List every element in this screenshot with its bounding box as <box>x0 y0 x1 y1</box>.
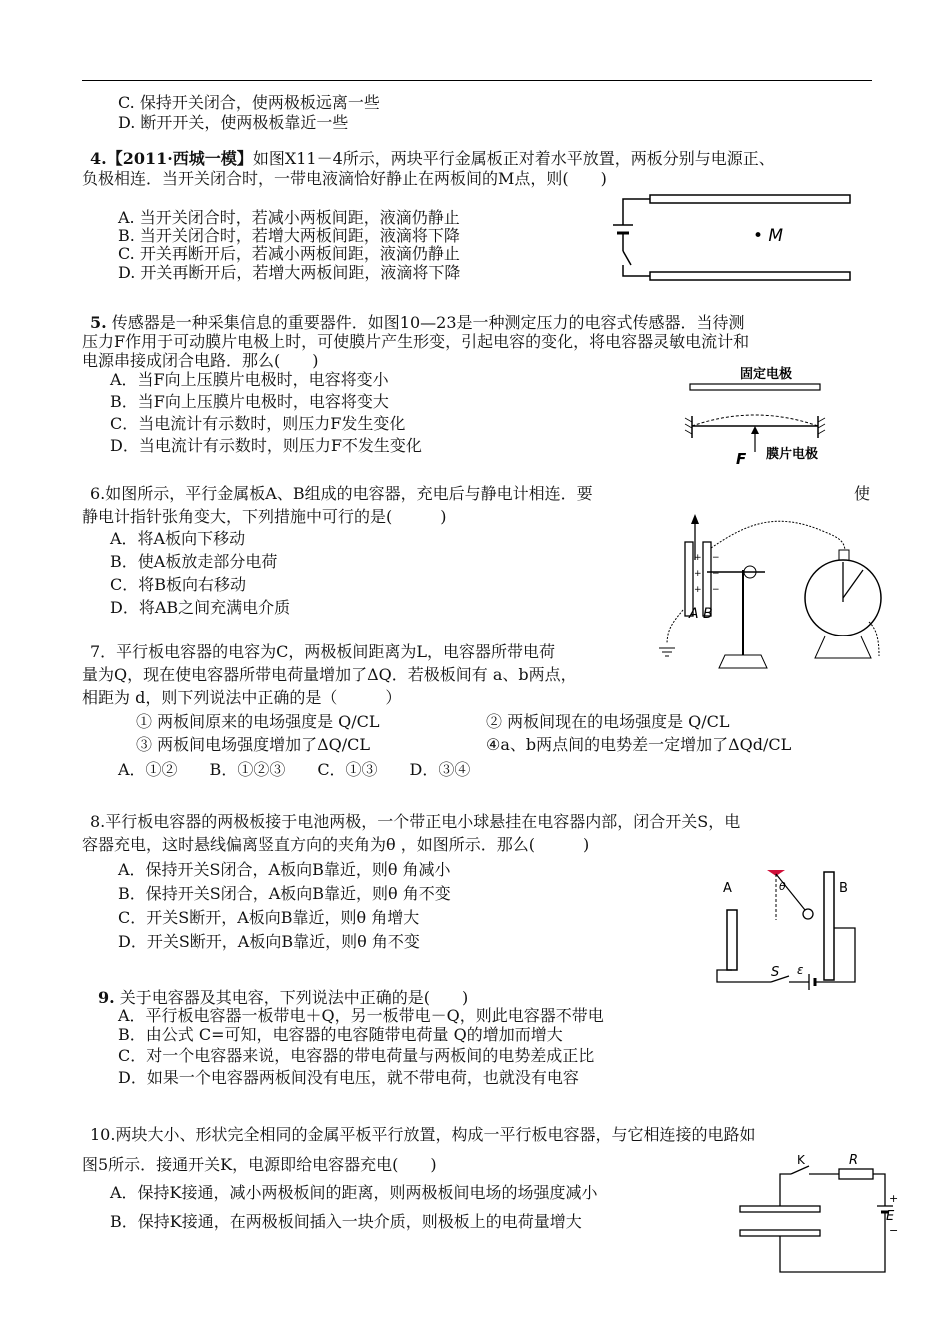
q9-number: 9. <box>98 988 115 1007</box>
q4-stem-line2: 负极相连．当开关闭合时，一带电液滴恰好静止在两板间的M点，则( ) <box>82 169 607 188</box>
q7-statement-3: ③ 两板间电场强度增加了ΔQ/CL <box>136 735 371 754</box>
q4-stem-line1 <box>90 149 775 169</box>
q5-film-electrode-label: 膜片电极 <box>766 447 819 462</box>
q10-minus-label: − <box>889 1224 899 1237</box>
q4-option-a: A. 当开关闭合时，若减小两板间距，液滴仍静止 <box>118 208 460 227</box>
option-d: D. 断开开关，使两极板靠近一些 <box>118 113 349 132</box>
q5-option-d: D．当电流计有示数时，则压力F不发生变化 <box>110 436 422 455</box>
q6-option-d: D．将AB之间充满电介质 <box>110 598 291 617</box>
q10-stem-line2: 图5所示．接通开关K，电源即给电容器充电( ) <box>82 1155 437 1174</box>
q5-sensor-figure <box>680 360 840 470</box>
q5-stem-line3: 电源串接成闭合电路．那么( ) <box>82 351 319 370</box>
option-c: C. 保持开关闭合，使两极板远离一些 <box>118 93 380 112</box>
q6-stem-line2: 静电计指针张角变大，下列措施中可行的是( ) <box>82 507 447 526</box>
q10-option-a: A．保持K接通，减小两极板间的距离，则两极板间电场的场强度减小 <box>110 1183 598 1202</box>
q7-statement-1: ① 两板间原来的电场强度是 Q/CL <box>136 712 380 731</box>
q5-force-label: F <box>736 450 747 468</box>
q10-emf-label: E <box>886 1209 895 1224</box>
q5-number: 5. <box>90 313 107 332</box>
svg-text:+: + <box>694 585 702 595</box>
q5-fixed-electrode-label: 固定电极 <box>740 367 793 382</box>
q8-plate-a-label: A <box>723 881 732 896</box>
q9-option-b: B．由公式 C=可知，电容器的电容随带电荷量 Q的增加而增大 <box>118 1025 563 1044</box>
q5-option-c: C．当电流计有示数时，则压力F发生变化 <box>110 414 406 433</box>
svg-text:+: + <box>694 553 702 563</box>
q9-stem-text: 关于电容器及其电容，下列说法中正确的是( ) <box>119 988 469 1007</box>
q9-option-c: C．对一个电容器来说，电容器的带电荷量与两板间的电势差成正比 <box>118 1046 595 1065</box>
svg-text:+: + <box>694 569 702 579</box>
q5-option-b: B．当F向上压膜片电极时，电容将变大 <box>110 392 389 411</box>
q8-switch-label: S <box>771 965 780 980</box>
q4-point-m: • M <box>753 226 784 246</box>
q8-option-a: A．保持开关S闭合，A板向B靠近，则θ 角减小 <box>118 860 451 879</box>
q8-option-b: B．保持开关S闭合，A板向B靠近，则θ 角不变 <box>118 884 451 903</box>
q5-option-a: A．当F向上压膜片电极时，电容将变小 <box>110 370 389 389</box>
svg-text:−: − <box>712 585 720 595</box>
q9-option-a: A．平行板电容器一板带电＋Q，另一板带电－Q，则此电容器不带电 <box>118 1006 604 1025</box>
q4-number: 4. <box>90 149 107 168</box>
q4-capacitor-figure <box>605 185 875 285</box>
q9-stem <box>98 988 468 1008</box>
q8-pendulum-figure <box>705 860 870 995</box>
q6-option-c: C．将B板向右移动 <box>110 575 247 594</box>
q6-plates-label: A B <box>689 606 713 622</box>
q6-option-b: B．使A板放走部分电荷 <box>110 552 278 571</box>
q5-stem-line2: 压力F作用于可动膜片电极上时，可使膜片产生形变，引起电容的变化，将电容器灵敏电流计和 <box>82 332 750 351</box>
q8-stem-line1: 8.平行板电容器的两极板接于电池两极，一个带正电小球悬挂在电容器内部，闭合开关S，电 <box>90 812 741 831</box>
q10-option-b: B．保持K接通，在两极板间插入一块介质，则极板上的电荷量增大 <box>110 1212 582 1231</box>
svg-text:−: − <box>712 553 720 563</box>
q7-statement-2: ② 两板间现在的电场强度是 Q/CL <box>486 712 730 731</box>
q9-option-d: D．如果一个电容器两板间没有电压，就不带电荷，也就没有电容 <box>118 1068 579 1087</box>
q8-theta-label: θ <box>779 880 786 893</box>
q7-statement-4: ④a、b两点间的电势差一定增加了ΔQd/CL <box>486 735 792 754</box>
q10-switch-label: K <box>797 1153 805 1167</box>
q8-option-c: C．开关S断开，A板向B靠近，则θ 角增大 <box>118 908 420 927</box>
q6-option-a: A．将A板向下移动 <box>110 529 246 548</box>
q8-emf-label: ε <box>797 963 804 977</box>
svg-text:−: − <box>712 569 720 579</box>
q5-stem-text: 传感器是一种采集信息的重要器件．如图10—23是一种测定压力的电容式传感器．当待测 <box>111 313 745 332</box>
q7-stem-line1: 7．平行板电容器的电容为C，两极板间距离为L，电容器所带电荷 <box>90 642 556 661</box>
q7-stem-line3: 相距为 d，则下列说法中正确的是（ ） <box>82 688 402 707</box>
q10-stem-line1: 10.两块大小、形状完全相同的金属平板平行放置，构成一平行板电容器，与它相连接的电路如 <box>90 1125 756 1144</box>
q8-plate-b-label: B <box>839 881 848 896</box>
q4-option-b: B. 当开关闭合时，若增大两板间距，液滴将下降 <box>118 226 460 245</box>
q10-resistor-label: R <box>849 1153 859 1168</box>
q10-circuit-figure <box>735 1148 899 1280</box>
q8-stem-line2: 容器充电，这时悬线偏离竖直方向的夹角为θ ，如图所示．那么( ) <box>82 835 590 854</box>
q6-electrometer-figure <box>655 510 895 680</box>
q4-stem-text: 如图X11－4所示，两块平行金属板正对着水平放置，两板分别与电源正、 <box>252 149 775 168</box>
q10-plus-label: + <box>889 1192 899 1205</box>
q7-stem-line2: 量为Q，现在使电容器所带电荷量增加了ΔQ．若极板间有 a、b两点， <box>82 665 577 684</box>
q8-option-d: D．开关S断开，A板向B靠近，则θ 角不变 <box>118 932 420 951</box>
q4-option-d: D. 开关再断开后，若增大两板间距，液滴将下降 <box>118 263 461 282</box>
q6-stem-line1-end: 使 <box>854 484 871 503</box>
q6-stem-line1: 6.如图所示，平行金属板A、B组成的电容器，充电后与静电计相连．要 <box>90 484 593 503</box>
q5-stem-line1 <box>90 313 745 333</box>
q4-source: 【2011·西城一模】 <box>106 149 253 168</box>
top-rule <box>82 80 872 81</box>
q7-choices: A．①② B．①②③ C．①③ D．③④ <box>118 760 471 779</box>
q4-option-c: C. 开关再断开后，若减小两板间距，液滴仍静止 <box>118 244 460 263</box>
